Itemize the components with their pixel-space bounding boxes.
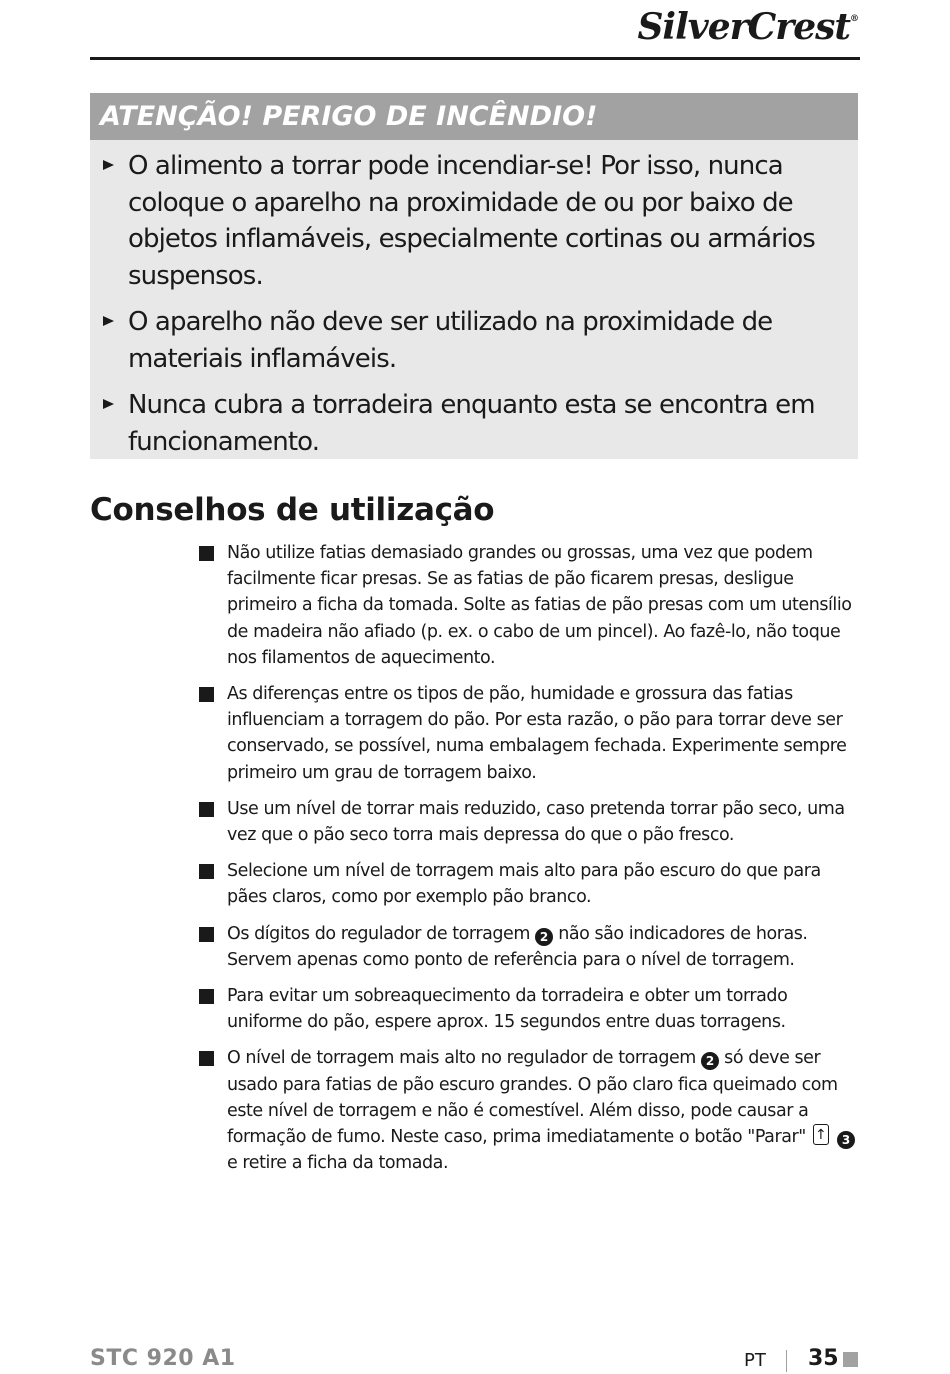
arrow-bullet-icon xyxy=(103,399,114,409)
tip-text: e retire a ficha da tomada. xyxy=(227,1153,449,1174)
tip-item xyxy=(198,1045,862,1176)
tip-text: Use um nível de torrar mais reduzido, caso pretenda torrar pão seco, uma vez que o pão seco torra mais depressa do que o pão fresco. xyxy=(227,798,845,846)
tip-item xyxy=(198,983,862,1035)
square-bullet-icon xyxy=(199,1051,214,1066)
footer-model-number: STC 920 A1 xyxy=(90,1346,236,1371)
tip-item xyxy=(198,796,862,848)
square-bullet-icon xyxy=(199,802,214,817)
tip-text: Não utilize fatias demasiado grandes ou grossas, uma vez que podem facilmente ficar presas. Se as fatias de pão ficarem presas, desligue primeiro a ficha da tomada. Solte as fatias de pão presas com um utensílio de madeira não afiado (p. ex. o cabo de um pincel). Ao fazê-lo, não toque nos filamentos de aquecimento. xyxy=(227,543,852,668)
warning-item xyxy=(90,387,858,460)
tip-text: Os dígitos do regulador de torragem xyxy=(227,923,530,944)
tip-text: O nível de torragem mais alto no regulador de torragem xyxy=(227,1048,696,1069)
registered-mark: ® xyxy=(850,14,858,24)
tip-item xyxy=(198,921,862,973)
footer-language: PT xyxy=(744,1350,766,1371)
brand-logo xyxy=(637,6,858,48)
warning-list xyxy=(90,140,858,460)
square-bullet-icon xyxy=(199,546,214,561)
warning-title-bar xyxy=(90,93,858,140)
warning-item-text: O alimento a torrar pode incendiar-se! Por isso, nunca coloque o aparelho na proximidade de ou por baixo de objetos inflamáveis, especialmente cortinas ou armários suspensos. xyxy=(128,151,815,291)
header-rule xyxy=(90,57,860,60)
tip-text: As diferenças entre os tipos de pão, humidade e grossura das fatias influenciam a torragem do pão. Por esta razão, o pão para torrar deve ser conservado, se possível, numa embalagem fechada. Experimente sempre primeiro um grau de torragem baixo. xyxy=(227,684,847,783)
footer-page-number: 35 xyxy=(808,1346,839,1371)
stop-button-ref-badge: 3 xyxy=(837,1131,855,1149)
footer-divider xyxy=(786,1350,787,1372)
square-bullet-icon xyxy=(199,927,214,942)
stop-button-icon xyxy=(813,1124,829,1145)
warning-item-text: O aparelho não deve ser utilizado na proximidade de materiais inflamáveis. xyxy=(128,307,773,374)
warning-item xyxy=(90,304,858,377)
tip-text: só deve ser usado para fatias de pão escuro grandes. O pão claro fica queimado com este nível de torragem e não é comestível. Além disso, pode causar a formação de fumo. Neste caso, prima imediatamente o botão "Parar" xyxy=(227,1048,838,1148)
square-bullet-icon xyxy=(199,687,214,702)
arrow-bullet-icon xyxy=(103,160,114,170)
section-title: Conselhos de utilização xyxy=(90,492,495,528)
warning-title: ATENÇÃO! PERIGO DE INCÊNDIO! xyxy=(100,101,598,132)
warning-item xyxy=(90,148,858,294)
footer-square-icon xyxy=(843,1352,858,1367)
browning-control-ref-badge: 2 xyxy=(535,928,553,946)
tip-item xyxy=(198,681,862,786)
warning-item-text: Nunca cubra a torradeira enquanto esta se encontra em funcionamento. xyxy=(128,390,815,457)
browning-control-ref-badge: 2 xyxy=(701,1052,719,1070)
square-bullet-icon xyxy=(199,989,214,1004)
tip-text: Selecione um nível de torragem mais alto para pão escuro do que para pães claros, como por exemplo pão branco. xyxy=(227,861,821,908)
tip-item xyxy=(198,540,862,671)
tip-text: não são indicadores de horas. Servem apenas como ponto de referência para o nível de torragem. xyxy=(227,923,808,970)
tip-text: Para evitar um sobreaquecimento da torradeira e obter um torrado uniforme do pão, espere aprox. 15 segundos entre duas torragens. xyxy=(227,986,788,1033)
arrow-bullet-icon xyxy=(103,316,114,326)
tips-list xyxy=(198,540,862,1176)
brand-name: SilverCrest xyxy=(637,6,850,48)
tip-item xyxy=(198,858,862,910)
fire-warning-box xyxy=(90,93,858,459)
square-bullet-icon xyxy=(199,864,214,879)
